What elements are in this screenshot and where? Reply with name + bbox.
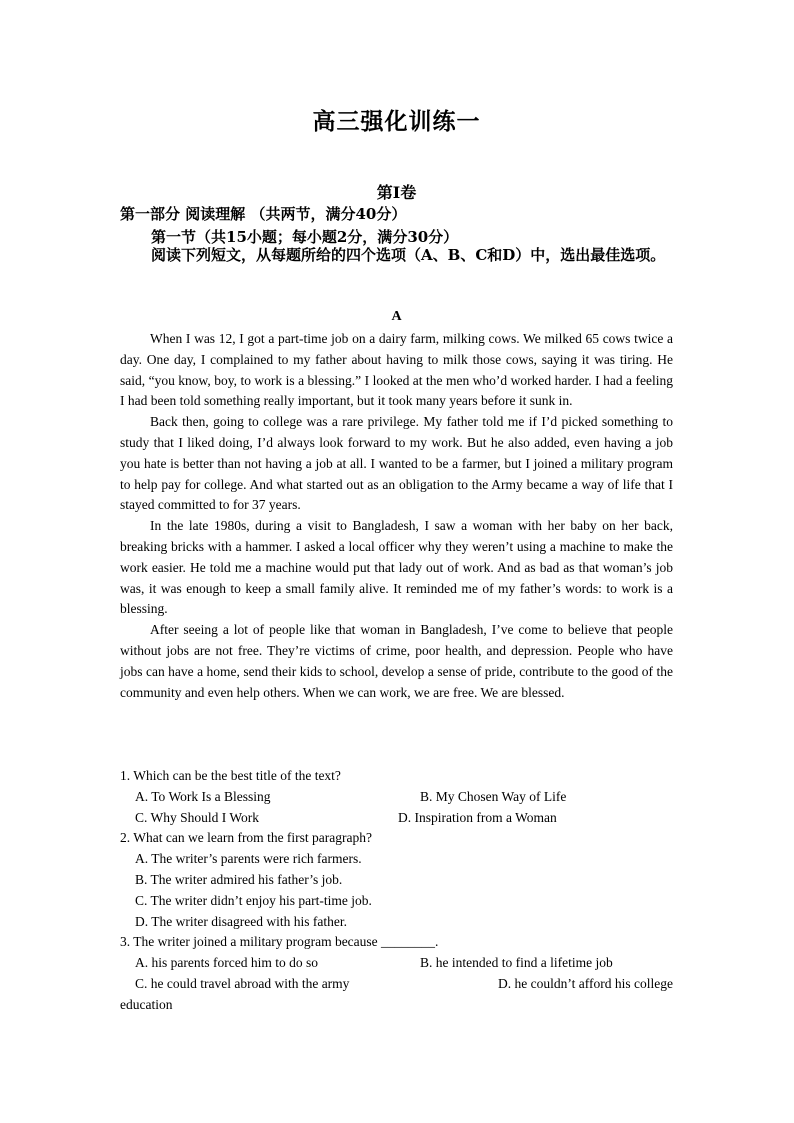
option-b: B. he intended to find a lifetime job xyxy=(420,955,613,971)
part-heading: 第一部分 阅读理解 （共两节，满分40分） xyxy=(120,205,407,223)
passage-body xyxy=(120,329,673,703)
option-row xyxy=(120,974,673,995)
option-a: A. The writer’s parents were rich farmers. xyxy=(135,851,362,867)
passage-paragraph: When I was 12, I got a part-time job on a dairy farm, milking cows. We milked 65 cows twice a day. One day, I complained to my father about having to milk those cows, saying it was tiring. He said, “you know, boy, to work is a blessing.” I looked at the men who’d worked harder. I had a feeling I had been told something really important, but it took many years before it sunk in. xyxy=(120,331,673,409)
option-d: D. Inspiration from a Woman xyxy=(398,809,557,825)
volume-heading: 第Ⅰ卷 xyxy=(376,183,417,202)
question-stem: 2. What can we learn from the first paragraph? xyxy=(120,830,373,846)
option-d-wrap: education xyxy=(120,996,173,1012)
option-row xyxy=(120,808,673,829)
passage-paragraph: Back then, going to college was a rare privilege. My father told me if I’d picked something to study that I liked doing, I’d always look forward to my work. But he also added, even having a job you hate is better than not having a job at all. I wanted to be a farmer, but I joined a military program to help pay for college. And what started out as an obligation to the Army became a way of life that I stayed committed to for 37 years. xyxy=(120,414,673,513)
instruction-text: 阅读下列短文，从每题所给的四个选项（A、B、C和D）中，选出最佳选项。 xyxy=(151,246,666,264)
option-d: D. The writer disagreed with his father. xyxy=(135,913,347,929)
question-list xyxy=(120,766,673,1016)
passage-paragraph: In the late 1980s, during a visit to Bangladesh, I saw a woman with her baby on her back, breaking bricks with a hammer. I asked a local officer why they weren’t using a machine to make the work easier. He told me a machine would put that lady out of work. And as bad as that woman’s job was, it was enough to keep a small family alive. It reminded me of my father’s words: to work is a blessing. xyxy=(120,518,673,617)
section-heading: 第一节（共15小题；每小题2分，满分30分） xyxy=(151,228,459,246)
option-row xyxy=(120,953,673,974)
option-a: A. To Work Is a Blessing xyxy=(135,788,271,804)
passage-paragraph: After seeing a lot of people like that woman in Bangladesh, I’ve come to believe that people without jobs are not free. They’re victims of crime, poor health, and depression. People who have jobs can have a home, send their kids to school, develop a sense of pride, contribute to the good of the community and even help others. When we can work, we are free. We are blessed. xyxy=(120,622,673,700)
option-row xyxy=(120,787,673,808)
passage-label: A xyxy=(391,309,402,324)
question-stem: 1. Which can be the best title of the text? xyxy=(120,768,341,783)
option-c: C. he could travel abroad with the army xyxy=(135,975,350,991)
question-stem: 3. The writer joined a military program because ________. xyxy=(120,934,439,950)
document-title: 高三强化训练一 xyxy=(312,108,481,135)
option-c: C. Why Should I Work xyxy=(135,809,260,825)
option-b: B. The writer admired his father’s job. xyxy=(135,871,343,887)
option-b: B. My Chosen Way of Life xyxy=(420,788,567,804)
option-c: C. The writer didn’t enjoy his part-time job. xyxy=(135,892,372,908)
option-d: D. he couldn’t afford his college xyxy=(498,975,673,991)
option-a: A. his parents forced him to do so xyxy=(135,955,318,971)
